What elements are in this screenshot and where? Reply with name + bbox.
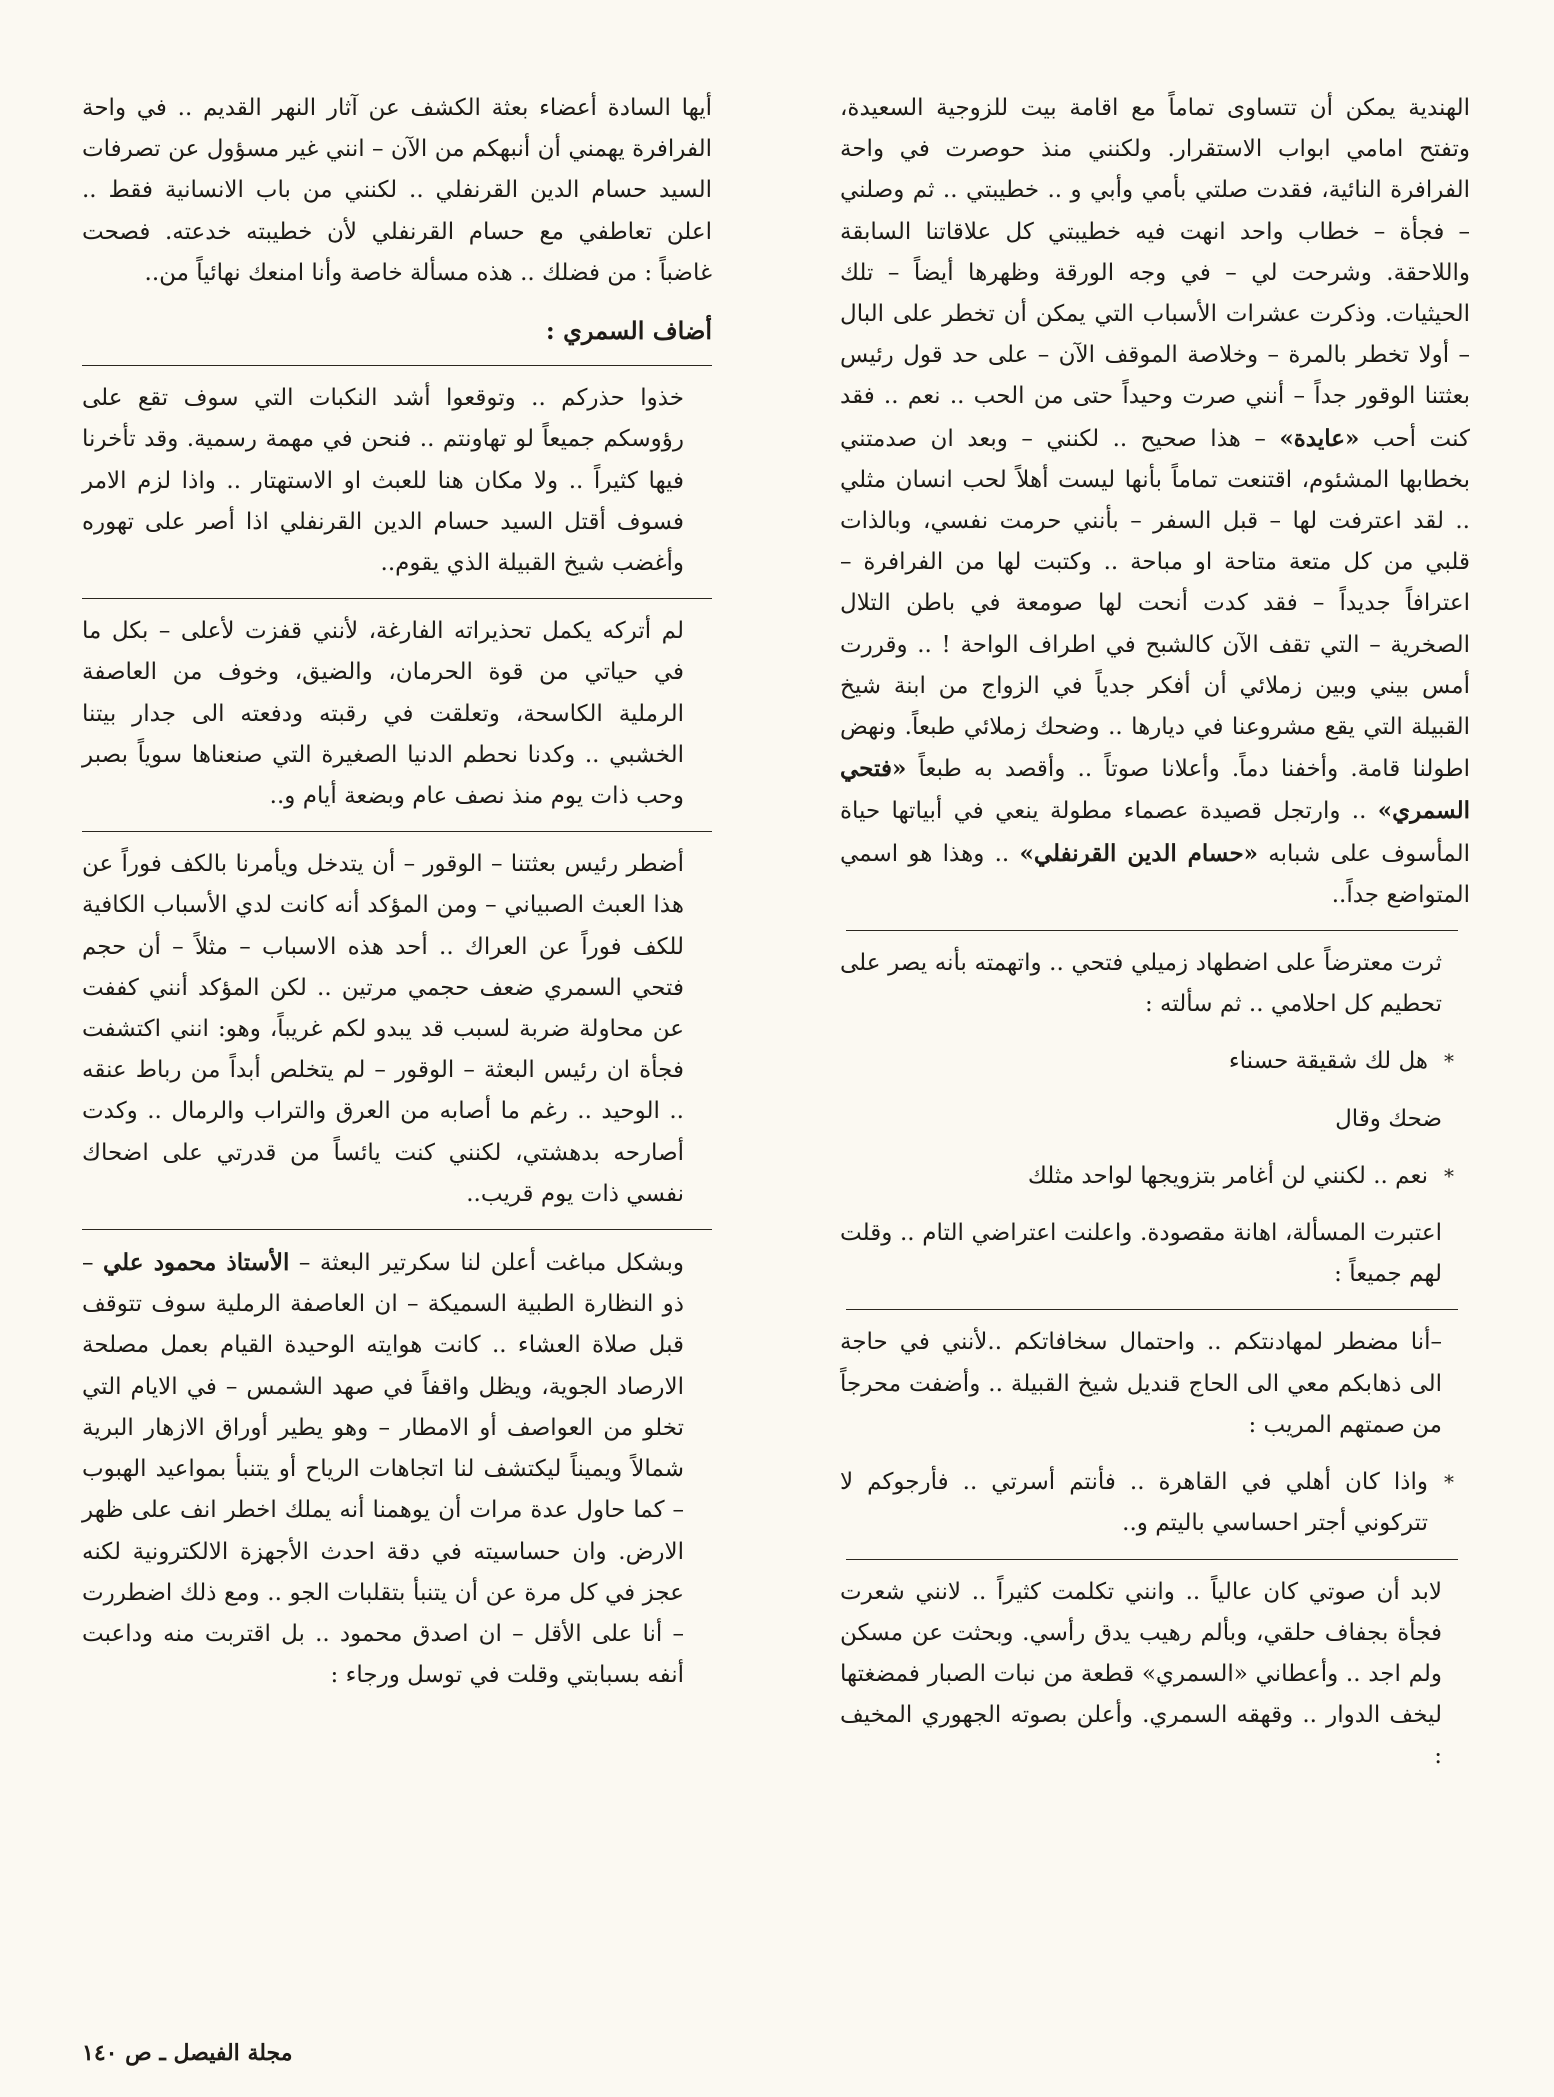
- paragraph: ثرت معترضاً على اضطهاد زميلي فتحي .. واتهمته بأنه يصر على تحطيم كل احلامي .. ثم سألته :: [840, 950, 1442, 1018]
- separator-rule: [82, 831, 712, 832]
- paragraph: خذوا حذركم .. وتوقعوا أشد النكبات التي سوف تقع على رؤوسكم جميعاً لو تهاونتم .. فنحن في مهمة رسمية. وقد تأخرنا فيها كثيراً .. ولا مكان هنا للعبث او الاستهتار .. واذا لزم الامر فسوف أقتل السيد حسام الدين القرنفلي اذا أصر على تهوره وأغضب شيخ القبيلة الذي يقوم..: [82, 385, 684, 577]
- name-fathi: «فتحي السمري»: [840, 755, 1470, 825]
- paragraph: لم أتركه يكمل تحذيراته الفارغة، لأنني قفزت لأعلى – بكل ما في حياتي من قوة الحرمان، والضيق، وخوف من العاصفة الرملية الكاسحة، وتعلقت في رقبته ودفعته الى جدار بيتنا الخشبي .. وكدنا نحطم الدنيا الصغيرة التي صنعناها سوياً بصبر وحب ذات يوم منذ نصف عام وبضعة أيام و..: [82, 618, 684, 810]
- name-hossam: «حسام الدين القرنفلي»: [1019, 839, 1259, 867]
- right-column: [840, 88, 1470, 1778]
- paragraph: الهندية يمكن أن تتساوى تماماً مع اقامة بيت للزوجية السعيدة، وتفتح امامي ابواب الاستقرار. ولكنني منذ حوصرت في واحة الفرافرة النائية، فقدت صلتي بأمي وأبي و .. خطيبتي .. ثم وصلني – فجأة – خطاب واحد انهت فيه خطيبتي كل علاقاتنا السابقة واللاحقة. وشرحت لي – في وجه الورقة وظهرها أيضاً – تلك الحيثيات. وذكرت عشرات الأسباب التي يمكن أن تخطر على البال – أولا تخطر بالمرة – وخلاصة الموقف الآن – على حد قول رئيس بعثتنا الوقور جداً – أنني صرت وحيداً حتى من الحب .. نعم .. فقد كنت أحب «عايدة» – هذا صحيح .. لكنني – وبعد ان صدمتني بخطابها المشئوم، اقتنعت تماماً بأنها ليست أهلاً لحب انسان مثلي .. لقد اعترفت لها – قبل السفر – بأنني حرمت نفسي، وبالذات قلبي من كل متعة متاحة او مباحة .. وكتبت لها من الفرافرة – اعترافاً جديداً – فقد كدت أنحت لها صومعة في باطن التلال الصخرية – التي تقف الآن كالشبح في اطراف الواحة ! .. وقررت أمس بيني وبين زملائي أن أفكر جدياً في الزواج من ابنة شيخ القبيلة التي يقع مشروعنا في ديارها .. وضحك زملائي طبعاً. ونهض اطولنا قامة. وأخفنا دماً. وأعلانا صوتاً .. وأقصد به طبعاً «فتحي السمري» .. وارتجل قصيدة عصماء مطولة ينعي في أبياتها حياة المأسوف على شبابه «حسام الدين القرنفلي» .. وهذا هو اسمي المتواضع جداً..: [840, 95, 1470, 908]
- dialogue-item: * نعم .. لكنني لن أغامر بتزويجها لواحد مثلك: [840, 1156, 1470, 1197]
- separator-rule: [846, 1559, 1458, 1560]
- separator-rule: [82, 598, 712, 599]
- paragraph: لابد أن صوتي كان عالياً .. وانني تكلمت كثيراً .. لانني شعرت فجأة بجفاف حلقي، وبألم رهيب يدق رأسي. وبحثت عن مسكن ولم اجد .. وأعطاني «السمري» قطعة من نبات الصبار فمضغتها ليخف الدوار .. وقهقه السمري. وأعلن بصوته الجهوري المخيف :: [840, 1578, 1442, 1770]
- name-mahmoud: الأستاذ محمود علي: [103, 1249, 290, 1277]
- paragraph: ضحك وقال: [1335, 1105, 1442, 1132]
- asterisk-icon: *: [1444, 1049, 1454, 1074]
- separator-rule: [846, 1309, 1458, 1310]
- paragraph: اعتبرت المسألة، اهانة مقصودة. واعلنت اعتراضي التام .. وقلت لهم جميعاً :: [840, 1220, 1442, 1288]
- dialogue-item: * هل لك شقيقة حسناء: [840, 1041, 1470, 1082]
- name-aida: «عايدة»: [1279, 424, 1360, 452]
- page-footer: مجلة الفيصل ـ ص ١٤٠: [82, 2040, 293, 2066]
- left-column: [82, 88, 712, 1696]
- section-heading: أضاف السمري :: [545, 316, 712, 346]
- asterisk-icon: *: [1444, 1163, 1454, 1188]
- asterisk-icon: *: [1444, 1470, 1454, 1495]
- separator-rule: [846, 930, 1458, 931]
- dialogue-item: * واذا كان أهلي في القاهرة .. فأنتم أسرتي .. فأرجوكم لا تتركوني أجتر احساسي باليتم و..: [840, 1462, 1470, 1544]
- separator-rule: [82, 365, 712, 366]
- paragraph: –أنا مضطر لمهادنتكم .. واحتمال سخافاتكم ..لأنني في حاجة الى ذهابكم معي الى الحاج قنديل شيخ القبيلة .. وأضفت محرجاً من صمتهم المريب :: [840, 1329, 1442, 1438]
- paragraph: أضطر رئيس بعثتنا – الوقور – أن يتدخل ويأمرنا بالكف فوراً عن هذا العبث الصبياني – ومن المؤكد أنه كانت لدي الأسباب الكافية للكف فوراً عن العراك .. أحد هذه الاسباب – مثلاً – أن حجم فتحي السمري ضعف حجمي مرتين .. لكن المؤكد أنني كففت عن محاولة ضربة لسبب قد يبدو لكم غريباً، وهو: انني اكتشفت فجأة ان رئيس البعثة – الوقور – لم يتخلص أبداً من رباط عنقه .. الوحيد .. رغم ما أصابه من العرق والتراب والرمال .. وكدت أصارحه بدهشتي، لكنني كنت يائساً من قدرتي على اضحاك نفسي ذات يوم قريب..: [82, 851, 684, 1207]
- separator-rule: [82, 1229, 712, 1230]
- paragraph: وبشكل مباغت أعلن لنا سكرتير البعثة – الأستاذ محمود علي – ذو النظارة الطبية السميكة – ان العاصفة الرملية سوف تتوقف قبل صلاة العشاء .. كانت هوايته الوحيدة القيام بعمل مصلحة الارصاد الجوية، ويظل واقفاً في صهد الشمس – في الايام التي تخلو من العواصف أو الامطار – وهو يطير أوراق الازهار البرية شمالاً ويميناً ليكتشف لنا اتجاهات الرياح أو يتنبأ بمواعيد الهبوب – كما حاول عدة مرات أن يوهمنا أنه يملك اخطر انف على ظهر الارض. وان حساسيته في دقة احدث الأجهزة الالكترونية لكنه عجز في كل مرة عن أن يتنبأ بتقلبات الجو .. ومع ذلك اضطررت – أنا على الأقل – ان اصدق محمود .. بل اقتربت منه وداعبت أنفه بسبابتي وقلت في توسل ورجاء :: [82, 1249, 684, 1689]
- paragraph: أيها السادة أعضاء بعثة الكشف عن آثار النهر القديم .. في واحة الفرافرة يهمني أن أنبهكم من الآن – انني غير مسؤول عن تصرفات السيد حسام الدين القرنفلي .. لكنني من باب الانسانية فقط .. اعلن تعاطفي مع حسام القرنفلي لأن خطيبته خدعته. فصحت غاضباً : من فضلك .. هذه مسألة خاصة وأنا امنعك نهائياً من..: [82, 95, 712, 286]
